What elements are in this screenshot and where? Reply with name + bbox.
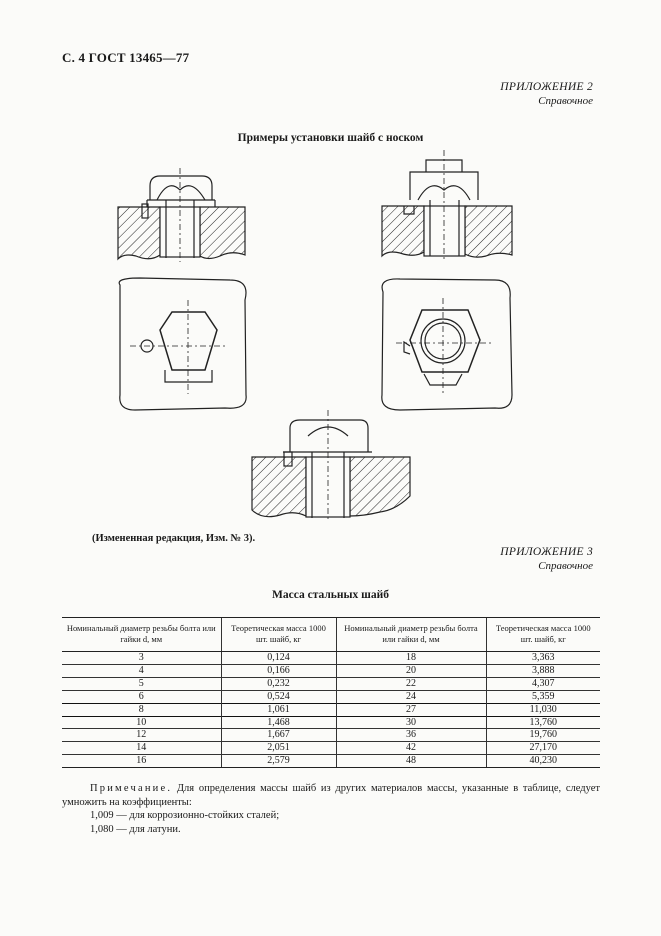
table-row (62, 652, 600, 665)
cell: 0,166 (221, 664, 336, 677)
cell: 8 (62, 703, 221, 716)
cell: 0,124 (221, 652, 336, 665)
cell: 5 (62, 677, 221, 690)
header-mass-2: Теоретическая масса 1000 шт. шайб, кг (486, 618, 600, 652)
cell: 42 (336, 742, 486, 755)
table-row (62, 742, 600, 755)
table-row (62, 677, 600, 690)
cell: 3 (62, 652, 221, 665)
cell: 18 (336, 652, 486, 665)
table-row (62, 729, 600, 742)
header-diameter-2: Номинальный диаметр резьбы болта или гайки d, мм (336, 618, 486, 652)
section-view-1 (118, 168, 245, 262)
cell: 14 (62, 742, 221, 755)
table-title: Масса стальных шайб (272, 589, 389, 601)
appendix-2-subtitle: Справочное (538, 95, 593, 107)
appendix-3-label (500, 545, 593, 573)
cell: 2,579 (221, 755, 336, 768)
header-mass-1: Теоретическая масса 1000 шт. шайб, кг (221, 618, 336, 652)
cell: 2,051 (221, 742, 336, 755)
cell: 27,170 (486, 742, 600, 755)
cell: 12 (62, 729, 221, 742)
appendix-2-title: ПРИЛОЖЕНИЕ 2 (500, 81, 593, 93)
cell: 24 (336, 690, 486, 703)
table-row (62, 703, 600, 716)
table-row (62, 755, 600, 768)
cell: 19,760 (486, 729, 600, 742)
cell: 10 (62, 716, 221, 729)
washer-mass-table (62, 617, 600, 768)
cell: 0,232 (221, 677, 336, 690)
cell: 4,307 (486, 677, 600, 690)
appendix-3-subtitle: Справочное (538, 560, 593, 572)
cell: 6 (62, 690, 221, 703)
note-text: Для определения массы шайб из других материалов массы, указанные в таблице, следует умножить на коэффициенты: (62, 783, 600, 808)
plan-view-1 (119, 278, 246, 410)
cell: 1,468 (221, 716, 336, 729)
cell: 5,359 (486, 690, 600, 703)
cell: 13,760 (486, 716, 600, 729)
change-note: (Измененная редакция, Изм. № 3). (92, 533, 256, 544)
cell: 40,230 (486, 755, 600, 768)
cell: 27 (336, 703, 486, 716)
cell: 0,524 (221, 690, 336, 703)
cell: 36 (336, 729, 486, 742)
plan-view-2 (382, 279, 512, 410)
cell: 22 (336, 677, 486, 690)
table-row (62, 690, 600, 703)
header-diameter-1: Номинальный диаметр резьбы болта или гайки d, мм (62, 618, 221, 652)
table-row (62, 664, 600, 677)
cell: 4 (62, 664, 221, 677)
cell: 1,061 (221, 703, 336, 716)
cell: 1,667 (221, 729, 336, 742)
cell: 3,888 (486, 664, 600, 677)
appendix-3-title: ПРИЛОЖЕНИЕ 3 (500, 546, 593, 558)
page-header: С. 4 ГОСТ 13465—77 (62, 50, 190, 65)
cell: 48 (336, 755, 486, 768)
cell: 3,363 (486, 652, 600, 665)
section-view-2 (382, 150, 512, 260)
cell: 30 (336, 716, 486, 729)
note-block (62, 782, 600, 836)
cell: 16 (62, 755, 221, 768)
note-label: Примечание. (90, 783, 173, 794)
note-paragraph (62, 782, 600, 809)
cell: 11,030 (486, 703, 600, 716)
cell: 20 (336, 664, 486, 677)
table-row (62, 716, 600, 729)
table-header-row (62, 618, 600, 652)
note-item: 1,080 — для латуни. (90, 823, 181, 835)
section-view-3 (252, 410, 410, 520)
figure-title: Примеры установки шайб с носком (237, 132, 424, 144)
note-item: 1,009 — для коррозионно-стойких сталей; (90, 810, 280, 821)
